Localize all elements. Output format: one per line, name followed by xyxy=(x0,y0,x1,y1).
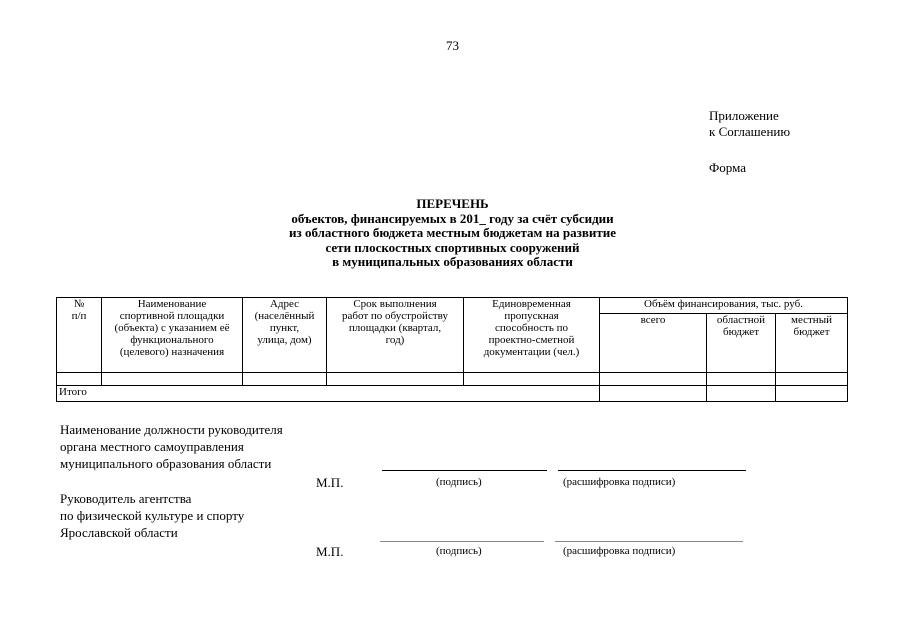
header-regional: областной бюджет xyxy=(707,314,776,373)
header-financing: Объём финансирования, тыс. руб. xyxy=(600,298,848,314)
header-total: всего xyxy=(600,314,707,373)
header-num: № п/п xyxy=(57,298,102,373)
total-row-label: Итого xyxy=(57,386,600,402)
title-line-3: сети плоскостных спортивных сооружений xyxy=(325,239,580,255)
title-heading: ПЕРЕЧЕНЬ xyxy=(416,196,489,211)
financing-table xyxy=(56,297,848,402)
page-number: 73 xyxy=(446,38,459,53)
header-local: местный бюджет xyxy=(776,314,848,373)
signature-line-1 xyxy=(382,470,547,471)
signature-caption-2: (подпись) xyxy=(436,545,482,557)
header-name: Наименование спортивной площадки (объекта) с указанием её функционального (целевого) назначения xyxy=(102,298,243,373)
header-address: Адрес (населённый пункт, улица, дом) xyxy=(243,298,327,373)
document-title xyxy=(0,197,905,270)
decode-line-1 xyxy=(558,470,746,471)
form-label: Форма xyxy=(709,160,746,175)
title-line-4: в муниципальных образованиях области xyxy=(332,254,573,269)
signature-caption-1: (подпись) xyxy=(436,476,482,488)
decode-caption-1: (расшифровка подписи) xyxy=(563,476,676,488)
signatory-title-2: Руководитель агентства по физической культуре и спорту Ярославской области xyxy=(60,491,245,540)
decode-caption-2: (расшифровка подписи) xyxy=(563,545,676,557)
stamp-mark-2: М.П. xyxy=(316,544,344,559)
decode-line-2 xyxy=(555,541,743,542)
signatory-title-1: Наименование должности руководителя органа местного самоуправления муниципального образования области xyxy=(60,422,283,471)
stamp-mark-1: М.П. xyxy=(316,475,344,490)
appendix-header xyxy=(709,108,790,140)
table-row xyxy=(57,373,848,386)
title-line-2: из областного бюджета местным бюджетам на развитие xyxy=(289,225,616,240)
header-term: Срок выполнения работ по обустройству площадки (квартал, год) xyxy=(327,298,464,373)
title-line-1: объектов, финансируемых в 201_ году за счёт субсидии xyxy=(291,210,614,226)
signature-line-2 xyxy=(380,541,544,542)
total-row xyxy=(57,386,848,402)
appendix-line-1: Приложение xyxy=(709,108,779,123)
header-capacity: Единовременная пропускная способность по проектно-сметной документации (чел.) xyxy=(464,298,600,373)
appendix-line-2: к Соглашению xyxy=(709,124,791,139)
